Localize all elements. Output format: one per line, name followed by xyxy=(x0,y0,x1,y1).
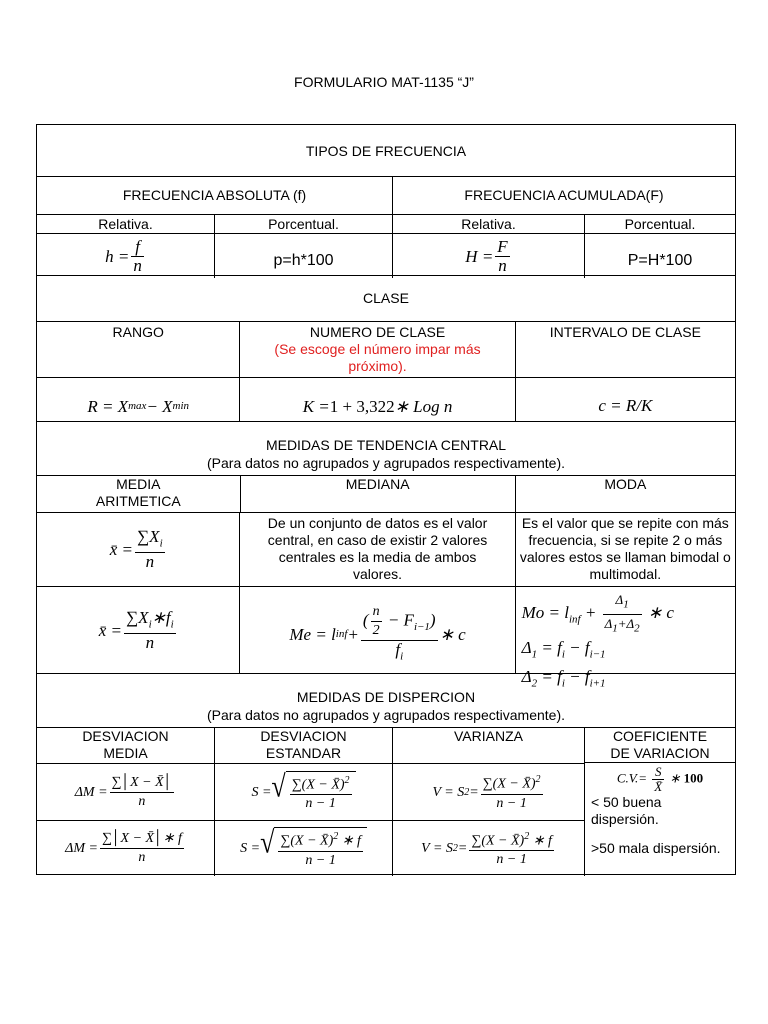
mediana-text: De un conjunto de datos es el valor central, en caso de existir 2 valores centrales es la media de ambos valores. xyxy=(240,513,515,586)
formula-varianza-agrupada: V = S 2 = $\frac{\sum(X - X̄)^2 ∗ f}{n - 1}$ xyxy=(393,821,585,876)
dispersion-subheading: (Para datos no agrupados y agrupados respectivamente). xyxy=(207,707,565,723)
formula-media-agrupada: x̄ = $\frac{\sum X_i∗f_i}{n}$ xyxy=(37,587,240,674)
formula-intervalo-clase: c = R/K xyxy=(598,395,653,415)
frecuencia-heading: TIPOS DE FRECUENCIA xyxy=(37,125,735,177)
frecuencia-acumulada-header: FRECUENCIA ACUMULADA(F) xyxy=(464,187,664,203)
tendencia-heading: MEDIDAS DE TENDENCIA CENTRAL xyxy=(265,437,507,453)
clase-table xyxy=(36,275,736,422)
porcentual-acumulada-label: Porcentual. xyxy=(624,215,696,232)
formula-P-porcentual: P=H*100 xyxy=(627,251,693,269)
frecuencia-absoluta-header: FRECUENCIA ABSOLUTA (f) xyxy=(37,177,393,214)
formula-mediana-agrupada: Me = l inf + ( $\frac{n}{2}$ − $F_{i-1}$) $f_i$ ∗ c xyxy=(240,587,515,674)
intervalo-clase-header: INTERVALO DE CLASE xyxy=(549,324,701,340)
desviacion-estandar-header: DESVIACION ESTANDAR xyxy=(215,728,393,763)
tendencia-subheading: (Para datos no agrupados y agrupados respectivamente). xyxy=(207,455,565,471)
clase-heading: CLASE xyxy=(37,275,735,322)
numero-clase-cell xyxy=(240,322,515,377)
formula-varianza-simple: V = S 2 = $\frac{\sum(X - X̄)^2}{n - 1}$ xyxy=(393,764,585,820)
formula-desviacion-estandar-simple: S = √ $\frac{\sum(X - X̄)^2}{n - 1}$ xyxy=(215,764,393,820)
dispersion-heading: MEDIDAS DE DISPERCION xyxy=(296,689,476,705)
formula-desviacion-media-agrupada: ΔM = $\frac{\sum│X - X̄│∗ f}{n}$ xyxy=(37,821,215,876)
dispersion-heading-block xyxy=(37,673,735,728)
formula-media-simple: x̄ = $\frac{\sum X_i}{n}$ xyxy=(37,513,240,586)
frecuencia-table xyxy=(36,124,736,276)
formula-rango: R = X max − X min xyxy=(37,378,240,422)
media-header: MEDIA ARITMETICA xyxy=(37,476,241,512)
tendencia-table xyxy=(36,421,736,689)
numero-clase-header: NUMERO DE CLASE xyxy=(309,324,446,340)
formula-H-relativa: H = $\frac{F}{n}$ xyxy=(393,234,585,278)
formula-coeficiente-variacion: C.V.= $\frac{S}{X̄}$ ∗ 100 xyxy=(616,764,704,794)
numero-clase-note: (Se escoge el número impar más próximo). xyxy=(274,341,481,374)
formula-desviacion-media-simple: ΔM = $\frac{\sum│X - X̄│}{n}$ xyxy=(37,764,215,820)
coeficiente-cell xyxy=(585,763,735,859)
formula-moda-agrupada: $Mo = l_{inf}$ + $\frac{\Delta_1}{\Delta_1+\Delta_2}$ ∗ c $\Delta_1 = f_i - f_{i-1}$ $\Delta_2 = f_i - f_{i+1}$ xyxy=(521,592,674,689)
mala-dispersion-note: >50 mala dispersión. xyxy=(591,840,721,856)
rango-header: RANGO xyxy=(37,322,240,377)
relativa-acumulada-label: Relativa. xyxy=(393,215,585,233)
formula-desviacion-estandar-agrupada: S = √ $\frac{\sum(X - X̄)^2 ∗ f}{n - 1}$ xyxy=(215,821,393,876)
document-title: FORMULARIO MAT-1135 “J” xyxy=(294,74,474,90)
porcentual-absoluta-label: Porcentual. xyxy=(215,215,393,233)
moda-text: Es el valor que se repite con más frecuencia, si se repite 2 o más valores estos se llaman bimodal o multimodal. xyxy=(519,515,731,582)
desviacion-media-header: DESVIACION MEDIA xyxy=(37,728,215,763)
dispersion-table xyxy=(36,673,736,875)
buena-dispersion-note: < 50 buena dispersión. xyxy=(591,794,662,827)
formula-h-relativa: h = $\frac{f}{n}$ xyxy=(37,234,215,278)
varianza-header: VARIANZA xyxy=(393,728,585,763)
formula-p-porcentual: p=h*100 xyxy=(215,234,393,278)
moda-header: MODA xyxy=(604,476,647,492)
mediana-header: MEDIANA xyxy=(241,476,516,512)
coeficiente-header: COEFICIENTE DE VARIACION xyxy=(585,728,735,763)
formula-numero-clase: K = 1 + 3,322 ∗ Log n xyxy=(240,378,515,422)
tendencia-heading-block xyxy=(37,421,735,476)
relativa-absoluta-label: Relativa. xyxy=(37,215,215,233)
